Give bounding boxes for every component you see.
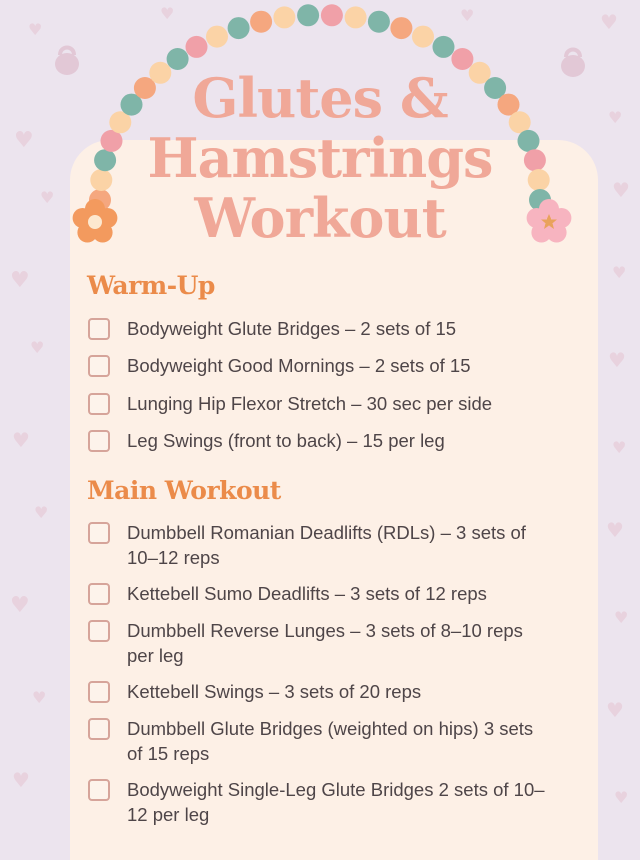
flower-icon (73, 199, 118, 243)
heart-icon: ♥ (40, 188, 55, 207)
checkbox-icon[interactable] (88, 522, 110, 544)
bead (390, 17, 412, 39)
heart-icon: ♥ (32, 688, 47, 707)
checkbox-icon[interactable] (88, 681, 110, 703)
heart-icon: ♥ (612, 438, 627, 457)
bead (451, 48, 473, 70)
item-label: Dumbbell Glute Bridges (weighted on hips) 3 sets of 15 reps (127, 718, 534, 764)
checkbox-icon[interactable] (88, 718, 110, 740)
bead (412, 26, 434, 48)
heart-icon: ♥ (614, 788, 629, 807)
bead (250, 11, 272, 33)
bead (186, 36, 208, 58)
bead (90, 169, 112, 191)
heart-icon: ♥ (12, 428, 30, 452)
heart-icon: ♥ (612, 263, 627, 282)
item-label: Lunging Hip Flexor Stretch – 30 sec per side (127, 393, 493, 414)
heart-icon: ♥ (606, 518, 624, 542)
item-label: Kettebell Swings – 3 sets of 20 reps (127, 681, 422, 702)
heart-icon: ♥ (28, 20, 43, 39)
heart-icon: ♥ (12, 768, 30, 792)
heart-icon: ♥ (14, 128, 34, 153)
title-line: Workout (194, 186, 446, 250)
heart-icon: ♥ (10, 593, 30, 618)
heart-icon: ♥ (608, 108, 623, 127)
bead (345, 6, 367, 28)
page-title (120, 68, 520, 248)
item-label: Leg Swings (front to back) – 15 per leg (127, 430, 445, 451)
bead (321, 4, 343, 26)
checkbox-icon[interactable] (88, 393, 110, 415)
bead (297, 4, 319, 26)
bead (433, 36, 455, 58)
bead (518, 130, 540, 152)
bead (368, 11, 390, 33)
heart-icon: ♥ (160, 4, 175, 23)
item-label: Dumbbell Romanian Deadlifts (RDLs) – 3 sets of 10–12 reps (127, 522, 526, 568)
section-title-main-workout: Main Workout (87, 476, 281, 505)
heart-icon: ♥ (30, 338, 45, 357)
heart-icon: ♥ (34, 503, 49, 522)
heart-icon: ♥ (606, 698, 624, 722)
heart-icon: ♥ (614, 608, 629, 627)
checkbox-icon[interactable] (88, 620, 110, 642)
bead (273, 6, 295, 28)
heart-icon: ♥ (608, 348, 626, 372)
checkbox-icon[interactable] (88, 779, 110, 801)
bead (167, 48, 189, 70)
title-line: Glutes & (192, 66, 448, 130)
bead (94, 149, 116, 171)
checkbox-icon[interactable] (88, 430, 110, 452)
bead (528, 169, 550, 191)
heart-icon: ♥ (600, 10, 618, 34)
item-label: Dumbbell Reverse Lunges – 3 sets of 8–10 reps per leg (127, 620, 523, 666)
heart-icon: ♥ (612, 178, 630, 202)
checkbox-icon[interactable] (88, 318, 110, 340)
checkbox-icon[interactable] (88, 355, 110, 377)
section-title-warm-up: Warm-Up (87, 271, 215, 300)
item-label: Kettebell Sumo Deadlifts – 3 sets of 12 reps (127, 583, 487, 604)
bead (206, 26, 228, 48)
title-line: Hamstrings (147, 126, 493, 190)
heart-icon: ♥ (460, 6, 475, 25)
item-label: Bodyweight Good Mornings – 2 sets of 15 (127, 355, 471, 376)
heart-icon: ♥ (10, 268, 30, 293)
bead (228, 17, 250, 39)
checkbox-icon[interactable] (88, 583, 110, 605)
item-label: Bodyweight Single-Leg Glute Bridges 2 sets of 10–12 per leg (127, 779, 545, 825)
item-label: Bodyweight Glute Bridges – 2 sets of 15 (127, 318, 457, 339)
bead (524, 149, 546, 171)
